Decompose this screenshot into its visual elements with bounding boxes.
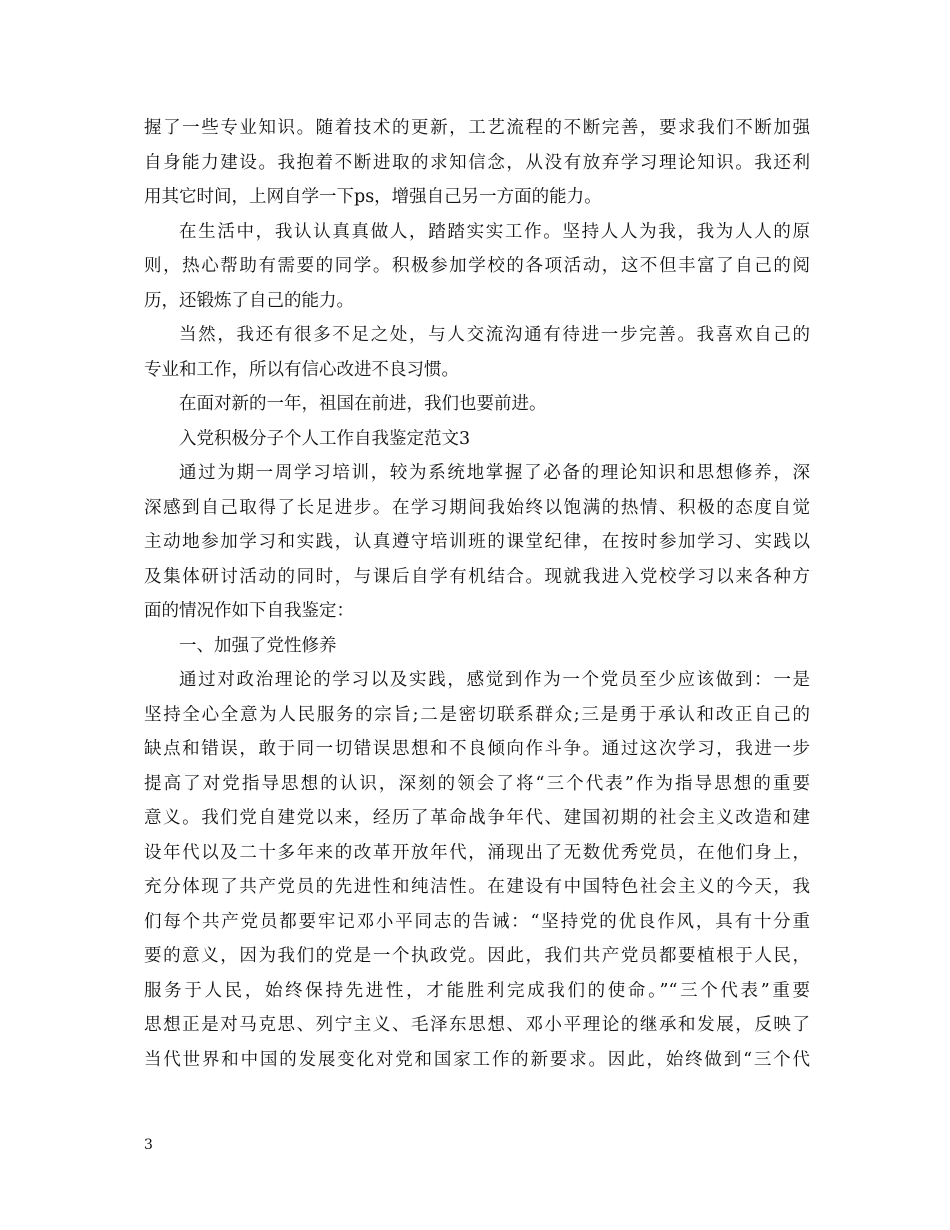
text-line: 充分体现了共产党员的先进性和纯洁性。在建设有中国特色社会主义的今天，我 bbox=[144, 877, 810, 897]
text-line: 历，还锻炼了自己的能力。 bbox=[144, 290, 354, 311]
text-line: 们每个共产党员都要牢记邓小平同志的告诫：“坚持党的优良作风，具有十分重 bbox=[144, 911, 810, 932]
text-line: 主动地参加学习和实践，认真遵守培训班的课堂纪律，在按时参加学习、实践以 bbox=[144, 532, 810, 552]
text-line: 专业和工作，所以有信心改进不良习惯。 bbox=[144, 359, 459, 380]
text-line: 通过为期一周学习培训，较为系统地掌握了必备的理论知识和思想修养，深 bbox=[179, 463, 810, 483]
text-line: 深感到自己取得了长足进步。在学习期间我始终以饱满的热情、积极的态度自觉 bbox=[144, 497, 810, 518]
text-line: 用其它时间，上网自学一下ps，增强自己另一方面的能力。 bbox=[144, 187, 602, 207]
body-text bbox=[144, 111, 810, 1077]
text-line: 及集体研讨活动的同时，与课后自学有机结合。现就我进入党校学习以来各种方 bbox=[144, 566, 810, 587]
text-line: 在生活中，我认认真真做人，踏踏实实工作。坚持人人为我，我为人人的原 bbox=[179, 221, 810, 242]
text-line: 思想正是对马克思、列宁主义、毛泽东思想、邓小平理论的继承和发展，反映了 bbox=[144, 1015, 810, 1035]
text-line: 设年代以及二十多年来的改革开放年代，涌现出了无数优秀党员，在他们身上， bbox=[144, 842, 810, 863]
text-line: 提高了对党指导思想的认识，深刻的领会了将“三个代表”作为指导思想的重要 bbox=[144, 773, 810, 794]
section-heading: 入党积极分子个人工作自我鉴定范文3 bbox=[179, 428, 471, 449]
text-line: 握了一些专业知识。随着技术的更新，工艺流程的不断完善，要求我们不断加强 bbox=[144, 118, 810, 138]
text-line: 当代世界和中国的发展变化对党和国家工作的新要求。因此，始终做到“三个代 bbox=[144, 1049, 810, 1070]
page-number: 3 bbox=[144, 1137, 153, 1153]
text-line: 缺点和错误，敢于同一切错误思想和不良倾向作斗争。通过这次学习，我进一步 bbox=[144, 739, 810, 759]
text-line: 坚持全心全意为人民服务的宗旨;二是密切联系群众;三是勇于承认和改正自己的 bbox=[144, 704, 810, 725]
text-line: 则，热心帮助有需要的同学。积极参加学校的各项活动，这不但丰富了自己的阅 bbox=[144, 256, 810, 276]
text-line: 要的意义，因为我们的党是一个执政党。因此，我们共产党员都要植根于人民， bbox=[144, 946, 810, 966]
text-line: 在面对新的一年，祖国在前进，我们也要前进。 bbox=[179, 394, 547, 414]
text-line: 当然，我还有很多不足之处，与人交流沟通有待进一步完善。我喜欢自己的 bbox=[179, 325, 810, 345]
text-line: 意义。我们党自建党以来，经历了革命战争年代、建国初期的社会主义改造和建 bbox=[144, 808, 810, 828]
text-line: 自身能力建设。我抱着不断进取的求知信念，从没有放弃学习理论知识。我还利 bbox=[144, 152, 810, 173]
text-line: 面的情况作如下自我鉴定： bbox=[144, 601, 354, 621]
text-line: 服务于人民，始终保持先进性，才能胜利完成我们的使命。”“三个代表”重要 bbox=[144, 980, 810, 1001]
text-line: 通过对政治理论的学习以及实践，感觉到作为一个党员至少应该做到：一是 bbox=[179, 670, 810, 690]
subsection-heading: 一、加强了党性修养 bbox=[179, 635, 337, 656]
